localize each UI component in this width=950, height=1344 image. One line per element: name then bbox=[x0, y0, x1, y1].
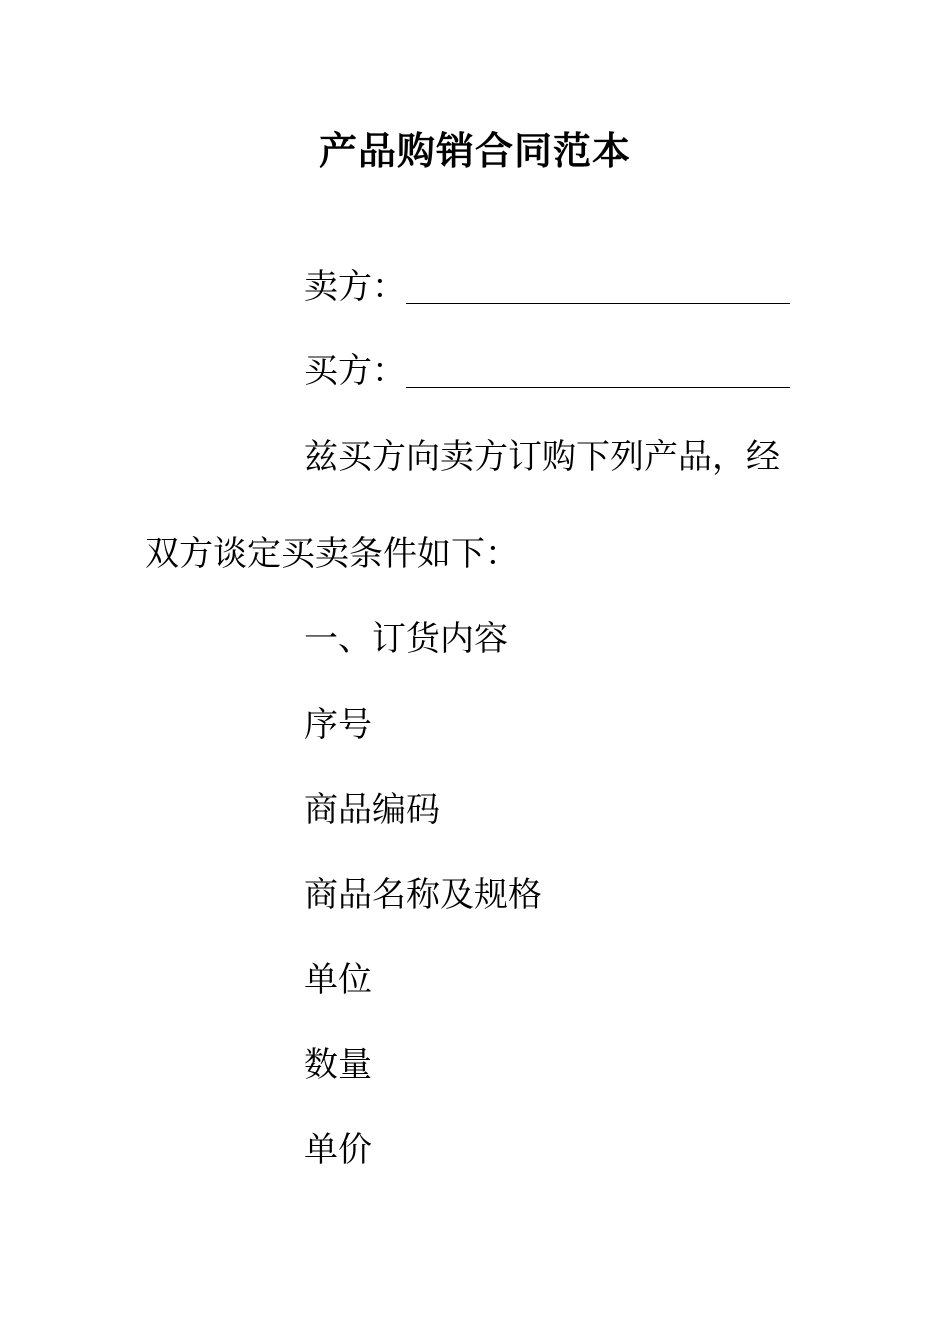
seller-label: 卖方： bbox=[304, 267, 406, 307]
list-item-product-code: 商品编码 bbox=[304, 790, 440, 830]
seller-blank-field bbox=[406, 262, 790, 312]
list-item-serial-number: 序号 bbox=[304, 705, 372, 745]
document-title: 产品购销合同范本 bbox=[318, 128, 631, 173]
list-item-product-name-spec: 商品名称及规格 bbox=[304, 875, 542, 915]
intro-paragraph-line2: 双方谈定买卖条件如下： bbox=[145, 534, 519, 574]
buyer-blank-field bbox=[406, 346, 790, 396]
buyer-label: 买方： bbox=[304, 351, 406, 391]
list-item-unit: 单位 bbox=[304, 960, 372, 1000]
seller-line bbox=[304, 262, 790, 312]
list-item-quantity: 数量 bbox=[304, 1045, 372, 1085]
intro-paragraph-line1: 兹买方向卖方订购下列产品，经 bbox=[304, 437, 780, 477]
buyer-line bbox=[304, 346, 790, 396]
list-item-unit-price: 单价 bbox=[304, 1130, 372, 1170]
section-heading-order-content: 一、订货内容 bbox=[304, 619, 508, 659]
